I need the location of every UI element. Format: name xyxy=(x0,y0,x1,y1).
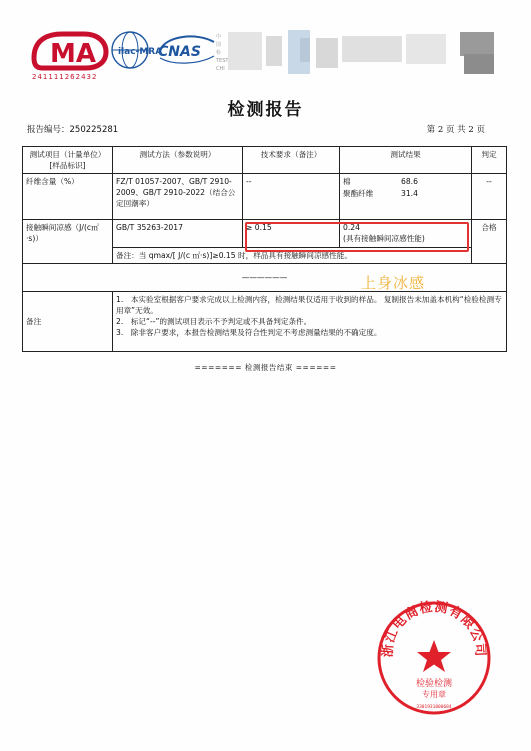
report-number-label: 报告编号： xyxy=(27,125,70,135)
header-logos xyxy=(28,28,508,84)
row-fiber-method: FZ/T 01057-2007、GB/T 2910-2009、GB/T 2910-2022（结合公定回潮率） xyxy=(113,174,243,220)
row-fiber-judgement: -- xyxy=(472,174,507,220)
svg-text:国: 国 xyxy=(216,42,222,48)
lab-info-blurred xyxy=(216,30,506,76)
cool-result-value: 0.24 xyxy=(343,223,360,232)
remark-item: 3. 除非客户要求，本报告检测结果及符合性判定不考虑测量结果的不确定度。 xyxy=(116,328,382,337)
ilac-logo-text: ilac-MRA xyxy=(118,47,163,57)
remarks-label: 备注 xyxy=(23,292,113,352)
star-icon xyxy=(417,640,451,672)
header-result: 测试结果 xyxy=(340,147,472,174)
header-judgement: 判定 xyxy=(472,147,507,174)
svg-text:CHI: CHI xyxy=(216,66,225,72)
highlight-box xyxy=(245,222,469,252)
seal-center-line1: 检验检测 xyxy=(415,679,453,689)
remarks-cell xyxy=(113,292,507,352)
table-row xyxy=(23,174,507,220)
cnas-logo-text: CNAS xyxy=(158,44,201,60)
row-cool-note: 备注：当 qmax/[ J/(c ㎡·s)]≥0.15 时，样品具有接触瞬间凉感性能。 xyxy=(113,248,472,264)
report-number xyxy=(27,123,118,135)
row-cool-item: 接触瞬间凉感（J/(c㎡·s)） xyxy=(23,220,113,264)
remarks-row xyxy=(23,292,507,352)
result-name: 聚酯纤维 xyxy=(343,189,374,198)
remark-item: 2. 标记“--”的测试项目表示不予判定或不具备判定条件。 xyxy=(116,317,312,326)
result-name: 棉 xyxy=(343,177,351,186)
seal-center-line2: 专用章 xyxy=(422,690,446,699)
cool-result-note: (具有接触瞬间凉感性能) xyxy=(343,234,425,243)
fiber-result-grid xyxy=(343,176,468,199)
official-seal xyxy=(376,600,492,716)
table-row xyxy=(23,264,507,292)
remark-item: 1. 本实验室根据客户要求完成以上检测内容，检测结果仅适用于收到的样品。 复制报告未加盖本机构“检验检测专用章”无效。 xyxy=(116,295,502,315)
row-fiber-requirement: -- xyxy=(243,174,340,220)
result-value: 31.4 xyxy=(401,189,418,198)
svg-text:检: 检 xyxy=(216,50,222,56)
seal-number: 3301931000684 xyxy=(416,705,452,710)
header-method: 测试方法（参数说明） xyxy=(113,147,243,174)
annotation-text: 上身冰感 xyxy=(361,274,426,292)
report-title: 检测报告 xyxy=(227,100,304,120)
row-cool-method: GB/T 35263-2017 xyxy=(113,220,243,248)
row-cool-requirement: ≥ 0.15 xyxy=(243,220,340,248)
cnas-logo xyxy=(156,30,218,70)
row-fiber-result xyxy=(340,174,472,220)
svg-text:中: 中 xyxy=(216,34,222,40)
ma-logo-text: MA xyxy=(50,39,96,69)
ma-number: 241111262432 xyxy=(32,73,98,81)
table-header-row xyxy=(23,147,507,174)
page-indicator: 第 2 页 共 2 页 xyxy=(426,125,485,135)
divider-row xyxy=(23,264,507,292)
svg-text:TEST: TEST xyxy=(216,58,229,64)
divider-text: —————— xyxy=(241,273,288,282)
header-item: 测试项目（计量单位）[样品标识] xyxy=(23,147,113,174)
row-fiber-item: 纤维含量（%） xyxy=(23,174,113,220)
report-number-value: 250225281 xyxy=(69,125,119,135)
result-value: 68.6 xyxy=(401,177,418,186)
end-of-report: ======= 检测报告结束 ====== xyxy=(194,363,337,372)
seal-company: 浙江电商检测有限公司 xyxy=(380,600,488,658)
header-requirement: 技术要求（备注） xyxy=(243,147,340,174)
row-cool-judgement: 合格 xyxy=(472,220,507,264)
